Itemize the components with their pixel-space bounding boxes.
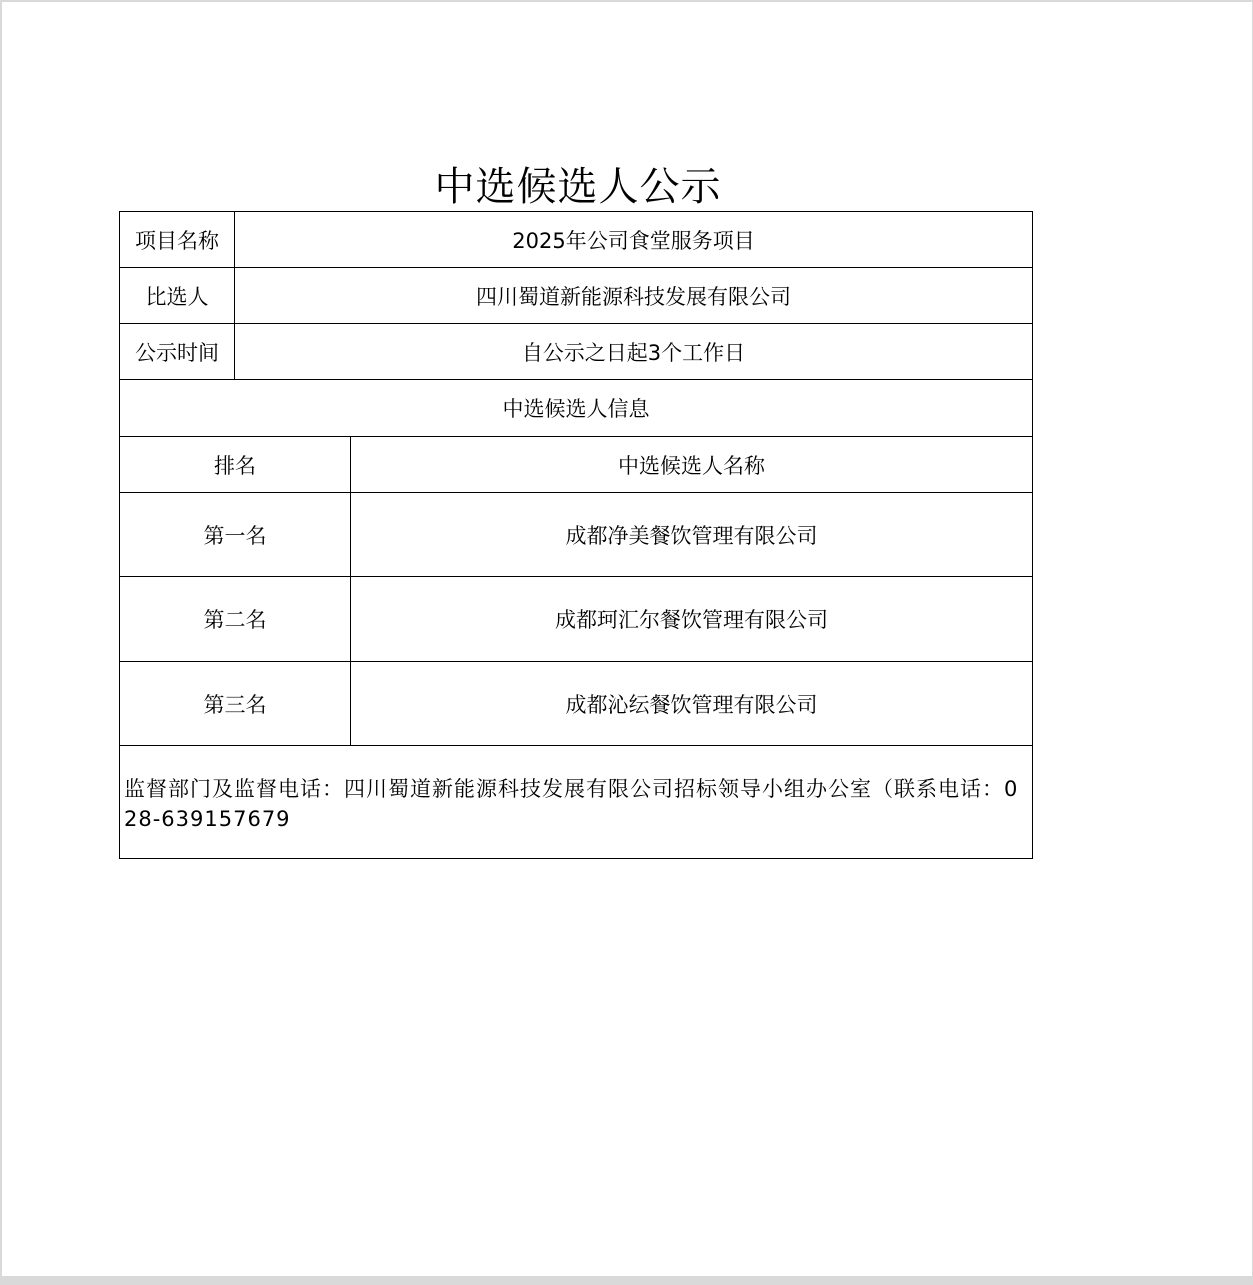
candidate-name-header: 中选候选人名称 (350, 436, 1033, 493)
document-page (2, 2, 1252, 1276)
candidate-rank: 第三名 (119, 661, 351, 746)
buyer-label: 比选人 (119, 267, 235, 324)
supervision-text: 监督部门及监督电话：四川蜀道新能源科技发展有限公司招标领导小组办公室（联系电话：028-639157679 (124, 777, 1019, 831)
rank-header: 排名 (119, 436, 351, 493)
page-title: 中选候选人公示 (434, 164, 722, 210)
project-name-value: 2025年公司食堂服务项目 (234, 211, 1033, 268)
candidate-name: 成都净美餐饮管理有限公司 (350, 492, 1033, 577)
candidate-rank: 第一名 (119, 492, 351, 577)
period-value: 自公示之日起3个工作日 (234, 323, 1033, 380)
buyer-value: 四川蜀道新能源科技发展有限公司 (234, 267, 1033, 324)
period-label: 公示时间 (119, 323, 235, 380)
project-name-label: 项目名称 (119, 211, 235, 268)
candidate-name: 成都珂汇尔餐饮管理有限公司 (350, 576, 1033, 662)
supervision-note (119, 745, 1033, 859)
candidate-rank: 第二名 (119, 576, 351, 662)
candidates-section-title: 中选候选人信息 (119, 379, 1033, 437)
candidate-name: 成都沁纭餐饮管理有限公司 (350, 661, 1033, 746)
